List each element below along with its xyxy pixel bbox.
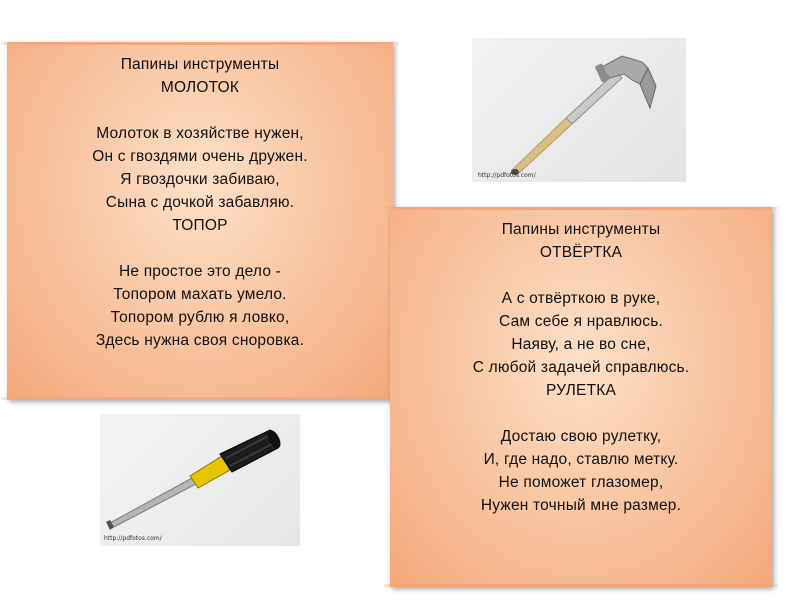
poem-line: Не поможет глазомер,	[498, 474, 664, 491]
card-heading: Папины инструменты	[120, 56, 280, 73]
hammer-icon	[472, 38, 686, 182]
hammer-photo	[472, 38, 686, 182]
poem-line: Топором махать умело.	[113, 286, 287, 303]
tool-title-hammer: МОЛОТОК	[160, 79, 240, 96]
poem-line: Сына с дочкой забавляю.	[105, 194, 295, 211]
photo-credit: http://pdfotos.com/	[104, 535, 162, 542]
poem-line: Молоток в хозяйстве нужен,	[96, 125, 304, 142]
poem-line: Здесь нужна своя сноровка.	[95, 332, 305, 349]
poem-line: Он с гвоздями очень дружен.	[92, 148, 308, 165]
tool-title-screwdriver: ОТВЁРТКА	[539, 244, 623, 261]
poem-card-screwdriver-tape	[390, 207, 772, 587]
poem-line: Нужен точный мне размер.	[480, 497, 682, 514]
poem-line: Достаю свою рулетку,	[500, 428, 662, 445]
poem-line: С любой задачей справлюсь.	[472, 359, 690, 376]
poem-line: Наяву, а не во сне,	[511, 336, 651, 353]
blank-line	[7, 99, 393, 122]
poem-line: Топором рублю я ловко,	[110, 309, 290, 326]
blank-line	[390, 402, 772, 425]
screwdriver-icon	[100, 414, 300, 546]
poem-card-hammer-axe	[7, 42, 393, 400]
photo-credit: http://pdfotos.com/	[478, 172, 536, 179]
poem-line: Сам себе я нравлюсь.	[499, 313, 663, 330]
blank-line	[7, 237, 393, 260]
screwdriver-photo	[100, 414, 300, 546]
poem-line: Я гвоздочки забиваю,	[120, 171, 280, 188]
poem-line: И, где надо, ставлю метку.	[483, 451, 679, 468]
tool-title-axe: ТОПОР	[172, 217, 228, 234]
poem-line: Не простое это дело -	[118, 263, 282, 280]
poem-line: А с отвёрткою в руке,	[501, 290, 661, 307]
card-heading: Папины инструменты	[501, 221, 661, 238]
tool-title-tape-measure: РУЛЕТКА	[545, 382, 617, 399]
blank-line	[390, 264, 772, 287]
